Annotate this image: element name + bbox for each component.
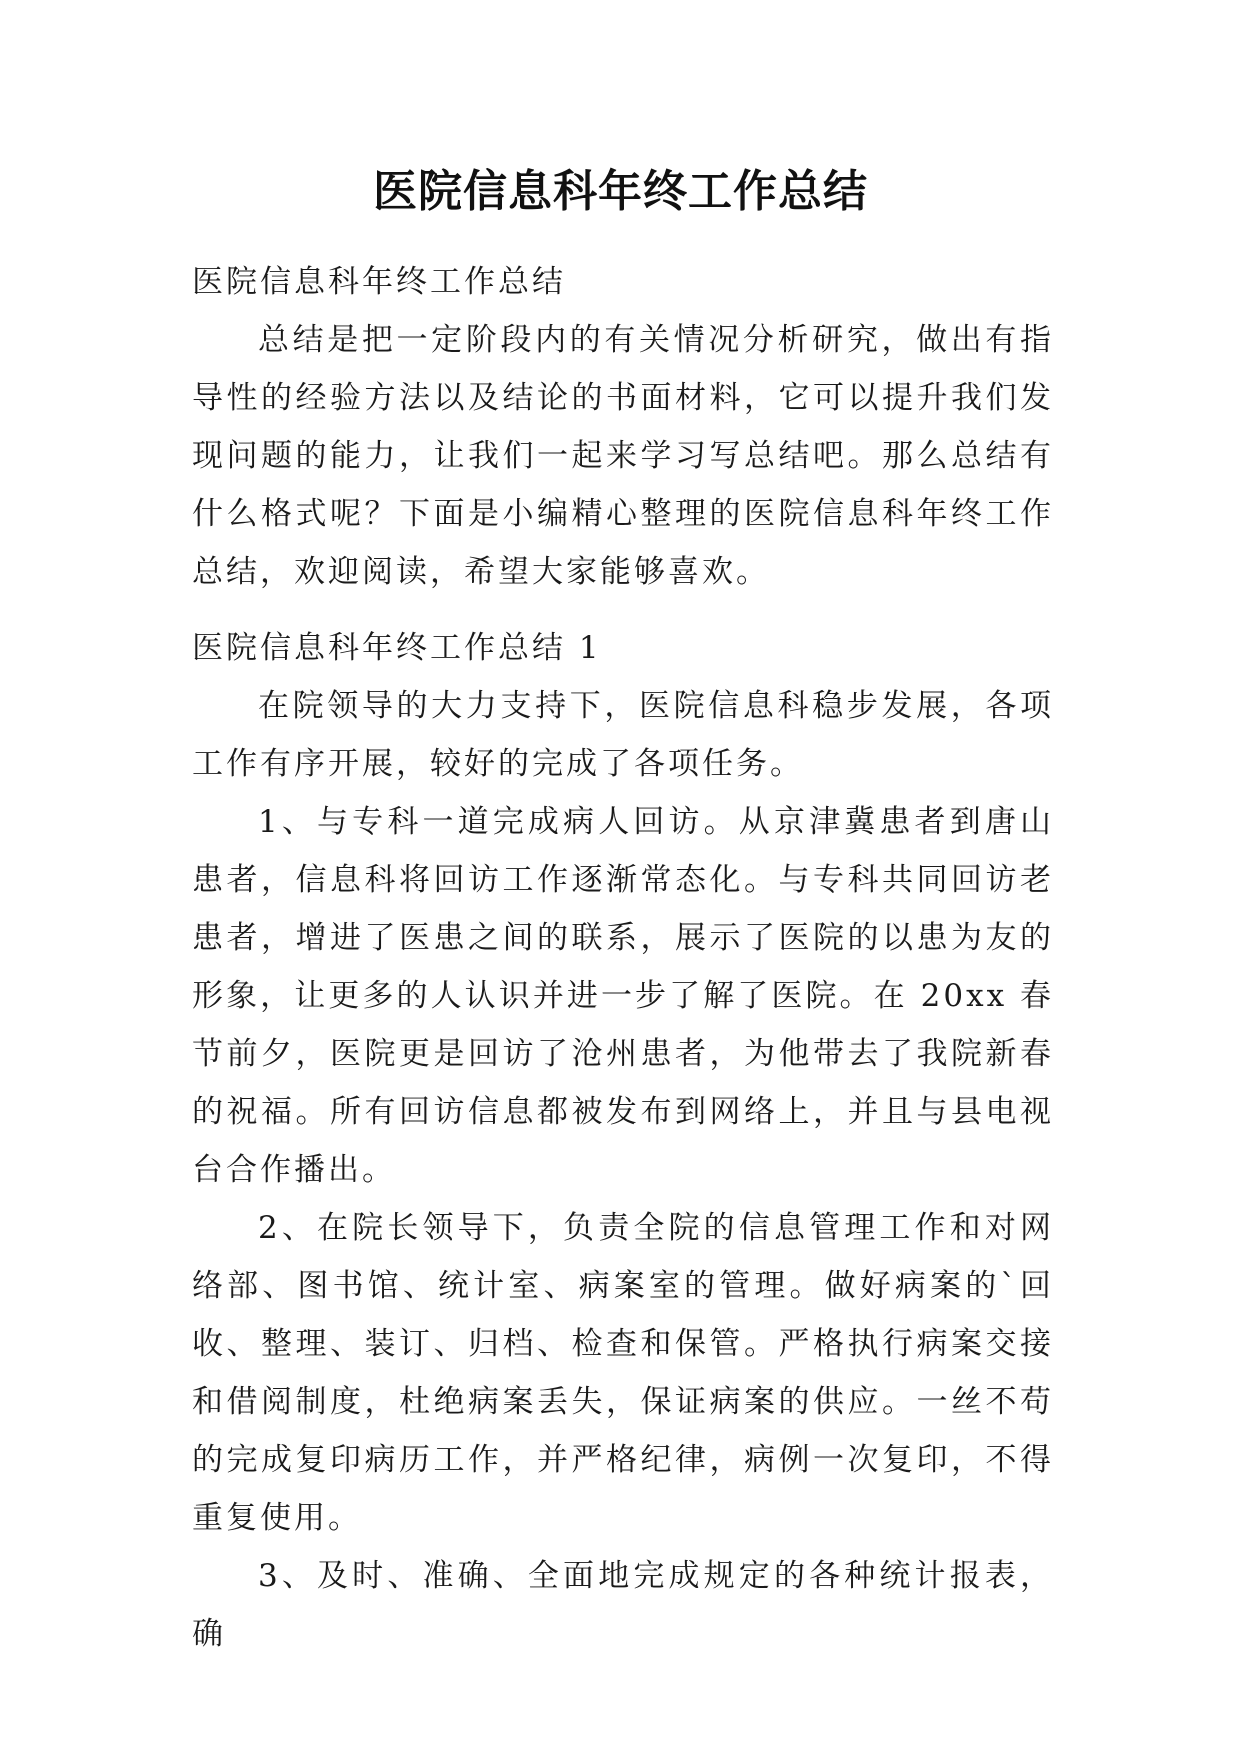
document-body-top xyxy=(192,253,1054,601)
document-body-section1 xyxy=(192,619,1054,1663)
document-subtitle: 医院信息科年终工作总结 xyxy=(192,264,566,300)
paragraph-4: 3、及时、准确、全面地完成规定的各种统计报表，确 xyxy=(192,1558,1054,1652)
paragraph-1: 在院领导的大力支持下，医院信息科稳步发展，各项工作有序开展，较好的完成了各项任务。 xyxy=(192,688,1054,782)
intro-paragraph: 总结是把一定阶段内的有关情况分析研究，做出有指导性的经验方法以及结论的书面材料，它可以提升我们发现问题的能力，让我们一起来学习写总结吧。那么总结有什么格式呢？下面是小编精心整理的医院信息科年终工作总结，欢迎阅读，希望大家能够喜欢。 xyxy=(192,322,1054,590)
section-heading: 医院信息科年终工作总结 1 xyxy=(192,630,602,666)
paragraph-2: 1、与专科一道完成病人回访。从京津冀患者到唐山患者，信息科将回访工作逐渐常态化。与专科共同回访老患者，增进了医患之间的联系，展示了医院的以患为友的形象，让更多的人认识并进一步了解了医院。在 20xx 春节前夕，医院更是回访了沧州患者，为他带去了我院新春的祝福。所有回访信息都被发布到网络上，并且与县电视台合作播出。 xyxy=(192,804,1054,1188)
paragraph-3: 2、在院长领导下，负责全院的信息管理工作和对网络部、图书馆、统计室、病案室的管理。做好病案的`回收、整理、装订、归档、检查和保管。严格执行病案交接和借阅制度，杜绝病案丢失，保证病案的供应。一丝不苟的完成复印病历工作，并严格纪律，病例一次复印，不得重复使用。 xyxy=(192,1210,1054,1536)
document-title: 医院信息科年终工作总结 xyxy=(373,166,868,217)
